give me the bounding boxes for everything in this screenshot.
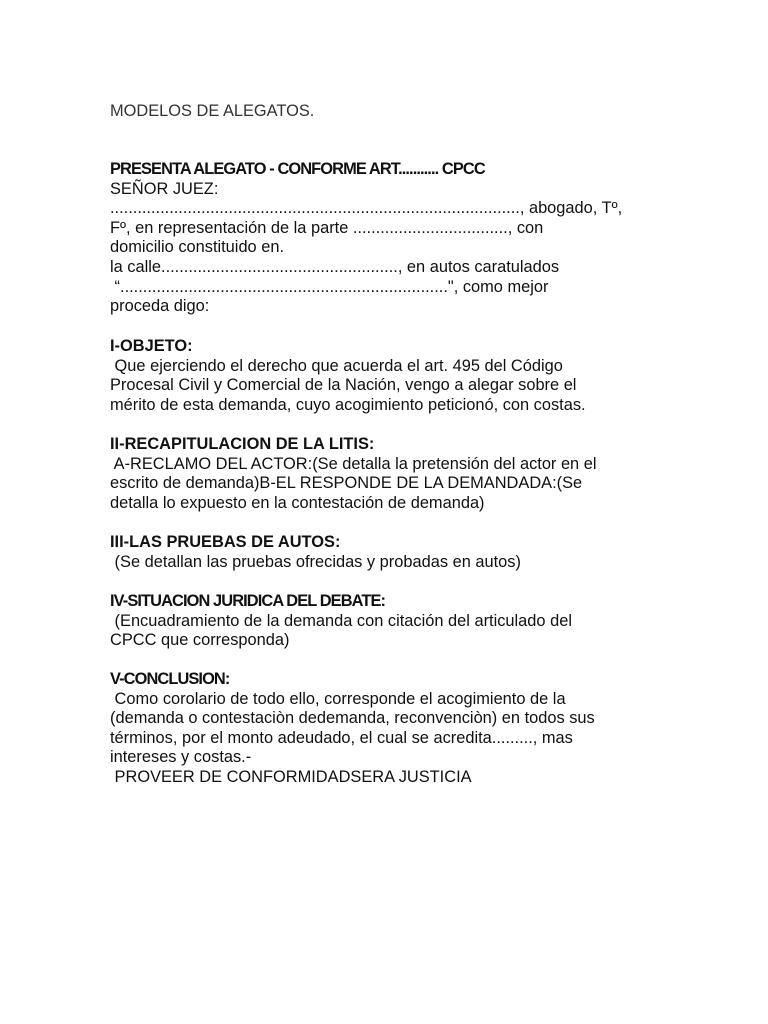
section-line: Que ejerciendo el derecho que acuerda el art. 495 del Código (110, 356, 563, 375)
document-title: MODELOS DE ALEGATOS. (110, 102, 315, 120)
section-line: CPCC que corresponda) (110, 631, 290, 650)
intro-line: domicilio constituido en. (110, 238, 285, 257)
section-line: términos, por el monto adeudado, el cual se acredita........., mas (110, 728, 573, 747)
section-pruebas (110, 533, 521, 572)
section-heading: I-OBJETO: (110, 337, 193, 355)
section-heading: III-LAS PRUEBAS DE AUTOS: (110, 533, 341, 551)
intro-block (110, 160, 622, 317)
section-heading: II-RECAPITULACION DE LA LITIS: (110, 435, 375, 453)
section-line: intereses y costas.- (110, 748, 252, 767)
section-line: (Se detallan las pruebas ofrecidas y probadas en autos) (110, 552, 521, 571)
section-line: A-RECLAMO DEL ACTOR:(Se detalla la pretensión del actor en el (110, 454, 597, 473)
section-line: mérito de esta demanda, cuyo acogimiento peticionó, con costas. (110, 395, 586, 414)
section-line: (demanda o contestaciòn dedemanda, reconvenciòn) en todos sus (110, 709, 595, 728)
section-line: (Encuadramiento de la demanda con citación del articulado del (110, 611, 572, 630)
section-line: Procesal Civil y Comercial de la Nación, vengo a alegar sobre el (110, 376, 577, 395)
section-conclusion (110, 670, 595, 788)
section-heading: V-CONCLUSION: (110, 670, 230, 688)
section-heading: IV-SITUACION JURIDICA DEL DEBATE: (110, 592, 386, 610)
intro-line: “........................................................................", como mejor (110, 277, 549, 296)
intro-line: Fº, en representación de la parte .................................., con (110, 218, 544, 237)
section-line: PROVEER DE CONFORMIDADSERA JUSTICIA (110, 767, 472, 786)
intro-line: proceda digo: (110, 297, 210, 316)
section-objeto (110, 337, 586, 415)
intro-heading: PRESENTA ALEGATO - CONFORME ART........... CPCC (110, 160, 485, 178)
intro-line: la calle...................................................., en autos caratulados (110, 257, 560, 276)
section-recapitulacion (110, 435, 596, 513)
section-situacion-juridica (110, 592, 572, 651)
intro-line: .........................................................................................., abogado, Tº, (110, 199, 623, 218)
section-line: Como corolario de todo ello, corresponde el acogimiento de la (110, 689, 566, 708)
section-line: detalla lo expuesto en la contestación de demanda) (110, 493, 485, 512)
section-line: escrito de demanda)B-EL RESPONDE DE LA DEMANDADA:(Se (110, 474, 583, 493)
intro-line: SEÑOR JUEZ: (110, 179, 219, 198)
